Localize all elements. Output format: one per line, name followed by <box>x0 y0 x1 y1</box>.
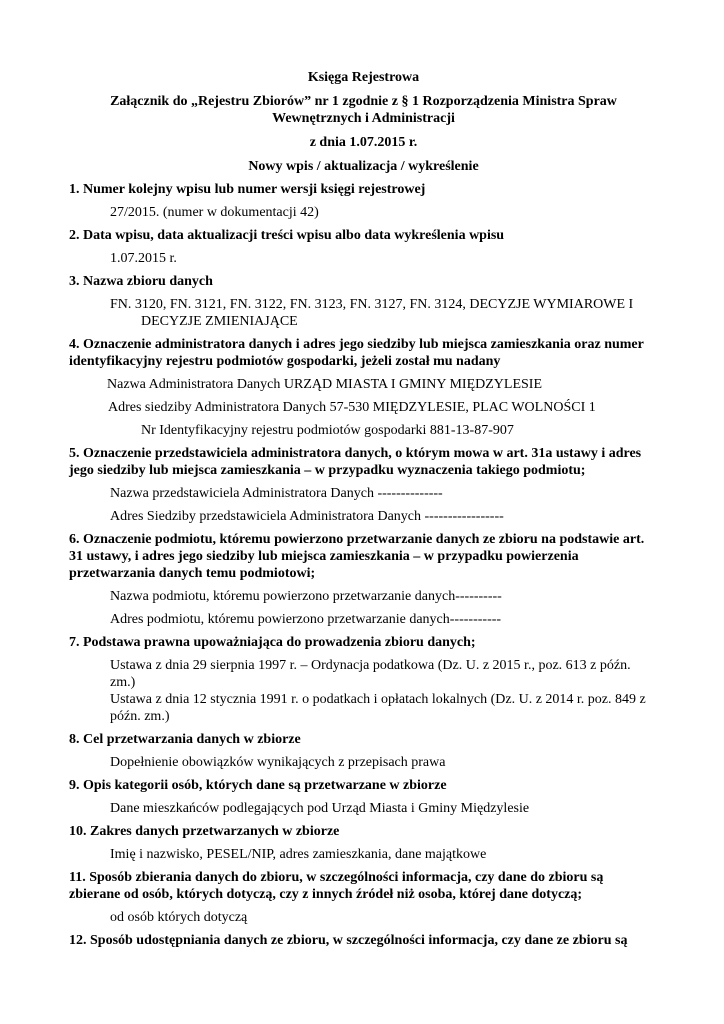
section-2-heading: 2. Data wpisu, data aktualizacji treści wpisu albo data wykreślenia wpisu <box>69 228 505 243</box>
section-2-value: 1.07.2015 r. <box>110 251 177 266</box>
section-10-heading: 10. Zakres danych przetwarzanych w zbiorze <box>69 824 340 839</box>
section-9-value: Dane mieszkańców podlegających pod Urząd Miasta i Gminy Międzylesie <box>110 801 530 816</box>
section-1-value: 27/2015. (numer w dokumentacji 42) <box>110 205 319 220</box>
section-3-value: FN. 3120, FN. 3121, FN. 3122, FN. 3123, FN. 3127, FN. 3124, DECYZJE WYMIAROWE I DECYZJE ZMIENIAJĄCE <box>110 297 634 329</box>
section-1-heading: 1. Numer kolejny wpisu lub numer wersji księgi rejestrowej <box>69 182 426 197</box>
section-8-heading: 8. Cel przetwarzania danych w zbiorze <box>69 732 301 747</box>
section-4-heading: 4. Oznaczenie administratora danych i adres jego siedziby lub miejsca zamieszkania oraz numer identyfikacyjny rejestru podmiotów gospodarki, jeżeli został mu nadany <box>69 337 644 369</box>
document-date: z dnia 1.07.2015 r. <box>309 135 418 150</box>
section-4-regon: Nr Identyfikacyjny rejestru podmiotów gospodarki 881-13-87-907 <box>141 423 514 438</box>
section-8-value: Dopełnienie obowiązków wynikających z przepisach prawa <box>110 755 446 770</box>
section-10-value: Imię i nazwisko, PESEL/NIP, adres zamieszkania, dane majątkowe <box>110 847 487 862</box>
section-5-heading: 5. Oznaczenie przedstawiciela administratora danych, o którym mowa w art. 31a ustawy i adres jego siedziby lub miejsca zamieszkania – w przypadku wyznaczenia takiego podmiotu; <box>69 446 642 478</box>
section-4-admin-address: Adres siedziby Administratora Danych 57-530 MIĘDZYLESIE, PLAC WOLNOŚCI 1 <box>108 400 596 415</box>
section-7-legal-basis <box>69 657 658 725</box>
section-6-name: Nazwa podmiotu, któremu powierzono przetwarzanie danych---------- <box>110 589 502 604</box>
section-6-address: Adres podmiotu, któremu powierzono przetwarzanie danych----------- <box>110 612 502 627</box>
document-subtitle: Załącznik do „Rejestru Zbiorów” nr 1 zgodnie z § 1 Rozporządzenia Ministra Spraw Wewnętrznych i Administracji <box>110 94 617 126</box>
section-4-admin-name: Nazwa Administratora Danych URZĄD MIASTA I GMINY MIĘDZYLESIE <box>107 377 543 392</box>
entry-type: Nowy wpis / aktualizacja / wykreślenie <box>248 159 479 174</box>
section-12-heading: 12. Sposób udostępniania danych ze zbioru, w szczególności informacja, czy dane ze zbioru są <box>69 933 628 948</box>
section-9-heading: 9. Opis kategorii osób, których dane są przetwarzane w zbiorze <box>69 778 447 793</box>
section-7-line-2: Ustawa z dnia 12 stycznia 1991 r. o podatkach i opłatach lokalnych (Dz. U. z 2014 r. poz. 849 z późn. zm.) <box>110 692 646 724</box>
section-7-heading: 7. Podstawa prawna upoważniająca do prowadzenia zbioru danych; <box>69 635 476 650</box>
section-11-heading: 11. Sposób zbierania danych do zbioru, w szczególności informacja, czy dane do zbioru są zbierane od osób, których dotyczą, czy z innych źródeł niż osoba, której dane dotyczą; <box>69 870 604 902</box>
section-5-address: Adres Siedziby przedstawiciela Administratora Danych ----------------- <box>110 509 504 524</box>
section-5-name: Nazwa przedstawiciela Administratora Danych -------------- <box>110 486 443 501</box>
document-title: Księga Rejestrowa <box>307 70 420 85</box>
section-3-heading: 3. Nazwa zbioru danych <box>69 274 213 289</box>
section-7-line-1: Ustawa z dnia 29 sierpnia 1997 r. – Ordynacja podatkowa (Dz. U. z 2015 r., poz. 613 z późn. zm.) <box>110 658 631 690</box>
section-11-value: od osób których dotyczą <box>110 910 248 925</box>
section-6-heading: 6. Oznaczenie podmiotu, któremu powierzono przetwarzanie danych ze zbioru na podstawie art. 31 ustawy, i adres jego siedziby lub miejsca zamieszkania – w przypadku powierzenia przetwarzania danych temu podmiotowi; <box>69 532 645 581</box>
